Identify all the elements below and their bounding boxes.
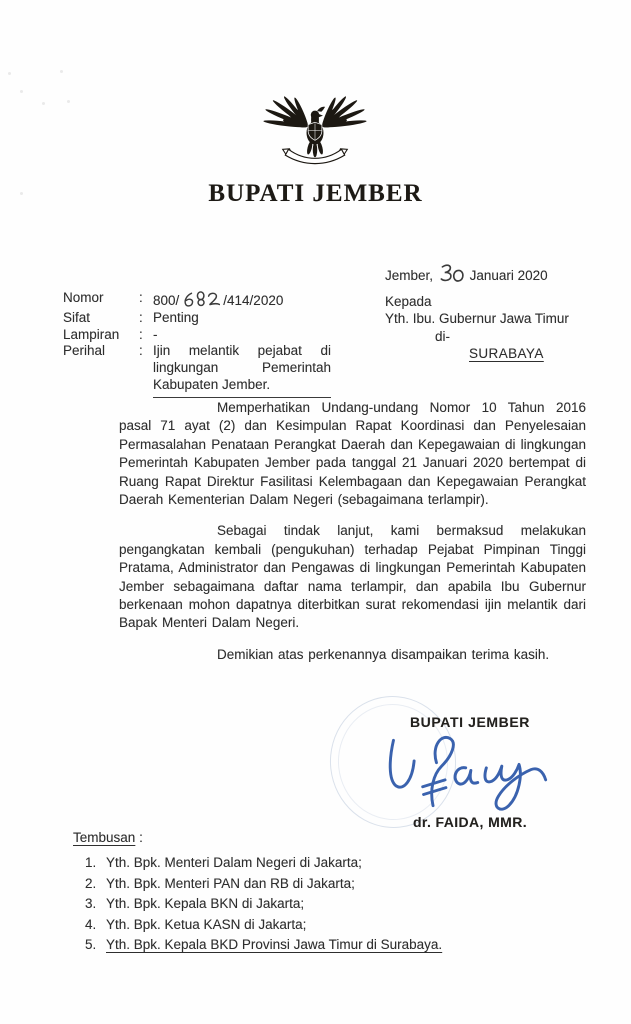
letter-body [119,399,586,677]
signature-office-title: BUPATI JEMBER [409,714,531,730]
recipient-city: SURABAYA [469,346,544,362]
meta-row-lampiran [63,327,331,344]
meta-label: Lampiran [63,326,120,342]
body-paragraph: Demikian atas perkenannya disampaikan terima kasih. [217,646,550,662]
meta-label: Perihal [63,343,106,359]
meta-colon: : [139,309,143,325]
meta-value-nomor: 800/ /414/2020 [153,290,331,310]
meta-label: Sifat [63,309,91,325]
recipient-kepada: Kepada [385,294,432,309]
meta-row-nomor [63,290,331,310]
letterhead-title: BUPATI JEMBER [208,180,423,207]
body-paragraph: Memperhatikan Undang-undang Nomor 10 Tahun 2016 pasal 71 ayat (2) dan Kesimpulan Rapat Koordinasi dan Penyelesaian Permasalahan Penataan Perangkat Daerah dan Kepegawaian di lingkungan Pemerintah Kabupaten Jember pada tanggal 21 Januari 2020 bertempat di Ruang Rapat Direktur Fasilitasi Kelembagaan dan Kepegawaian Perangkat Daerah Kementerian Dalam Negeri (sebagaimana terlampir). [119,400,586,508]
meta-colon: : [139,326,143,342]
dateline [385,262,548,284]
meta-value: - [153,326,158,342]
signature-scribble [372,730,568,816]
dateline-month-year: Januari 2020 [469,268,548,283]
signature-block [355,714,585,830]
meta-colon: : [139,343,143,359]
recipient-block [385,293,569,363]
tembusan-block [73,830,442,958]
meta-colon: : [139,290,143,305]
tembusan-item: 5. Yth. Bpk. Kepala BKD Provinsi Jawa Timur di Surabaya. [100,937,442,952]
signature-name: dr. FAIDA, MMR. [412,814,528,830]
meta-value-perihal: Ijin melantik pejabat di lingkungan Pemerintah Kabupaten Jember. [153,343,331,397]
handwritten-day-number [438,261,464,285]
tembusan-colon: : [139,830,143,845]
meta-row-perihal [63,343,331,397]
meta-label: Nomor [63,290,104,305]
tembusan-item: 4. Yth. Bpk. Ketua KASN di Jakarta; [100,917,442,932]
garuda-pancasila-emblem [262,80,368,172]
tembusan-list [73,855,442,952]
handwritten-letter-number [182,290,220,308]
tembusan-heading-line [73,830,442,845]
letter-meta [63,290,331,398]
tembusan-item: 2. Yth. Bpk. Menteri PAN dan RB di Jakarta; [100,876,442,891]
body-paragraph: Sebagai tindak lanjut, kami bermaksud melakukan pengangkatan kembali (pengukuhan) terhadap Pejabat Pimpinan Tinggi Pratama, Administrator dan Pengawas di lingkungan Pemerintah Kabupaten Jember sebagaimana daftar nama terlampir, dan apabila Ibu Gubernur berkenaan mohon dapatnya diterbitkan surat rekomendasi ijin melantik dari Bapak Menteri Dalam Negeri. [119,523,586,631]
recipient-di: di- [435,328,451,344]
meta-row-sifat [63,310,331,327]
recipient-addressee: Yth. Ibu. Gubernur Jawa Timur [385,311,569,327]
meta-value: Penting [153,309,199,325]
tembusan-item: 3. Yth. Bpk. Kepala BKN di Jakarta; [100,896,442,911]
dateline-place: Jember, [385,268,434,283]
tembusan-heading: Tembusan [73,830,136,845]
tembusan-item: 1. Yth. Bpk. Menteri Dalam Negeri di Jakarta; [100,855,442,870]
